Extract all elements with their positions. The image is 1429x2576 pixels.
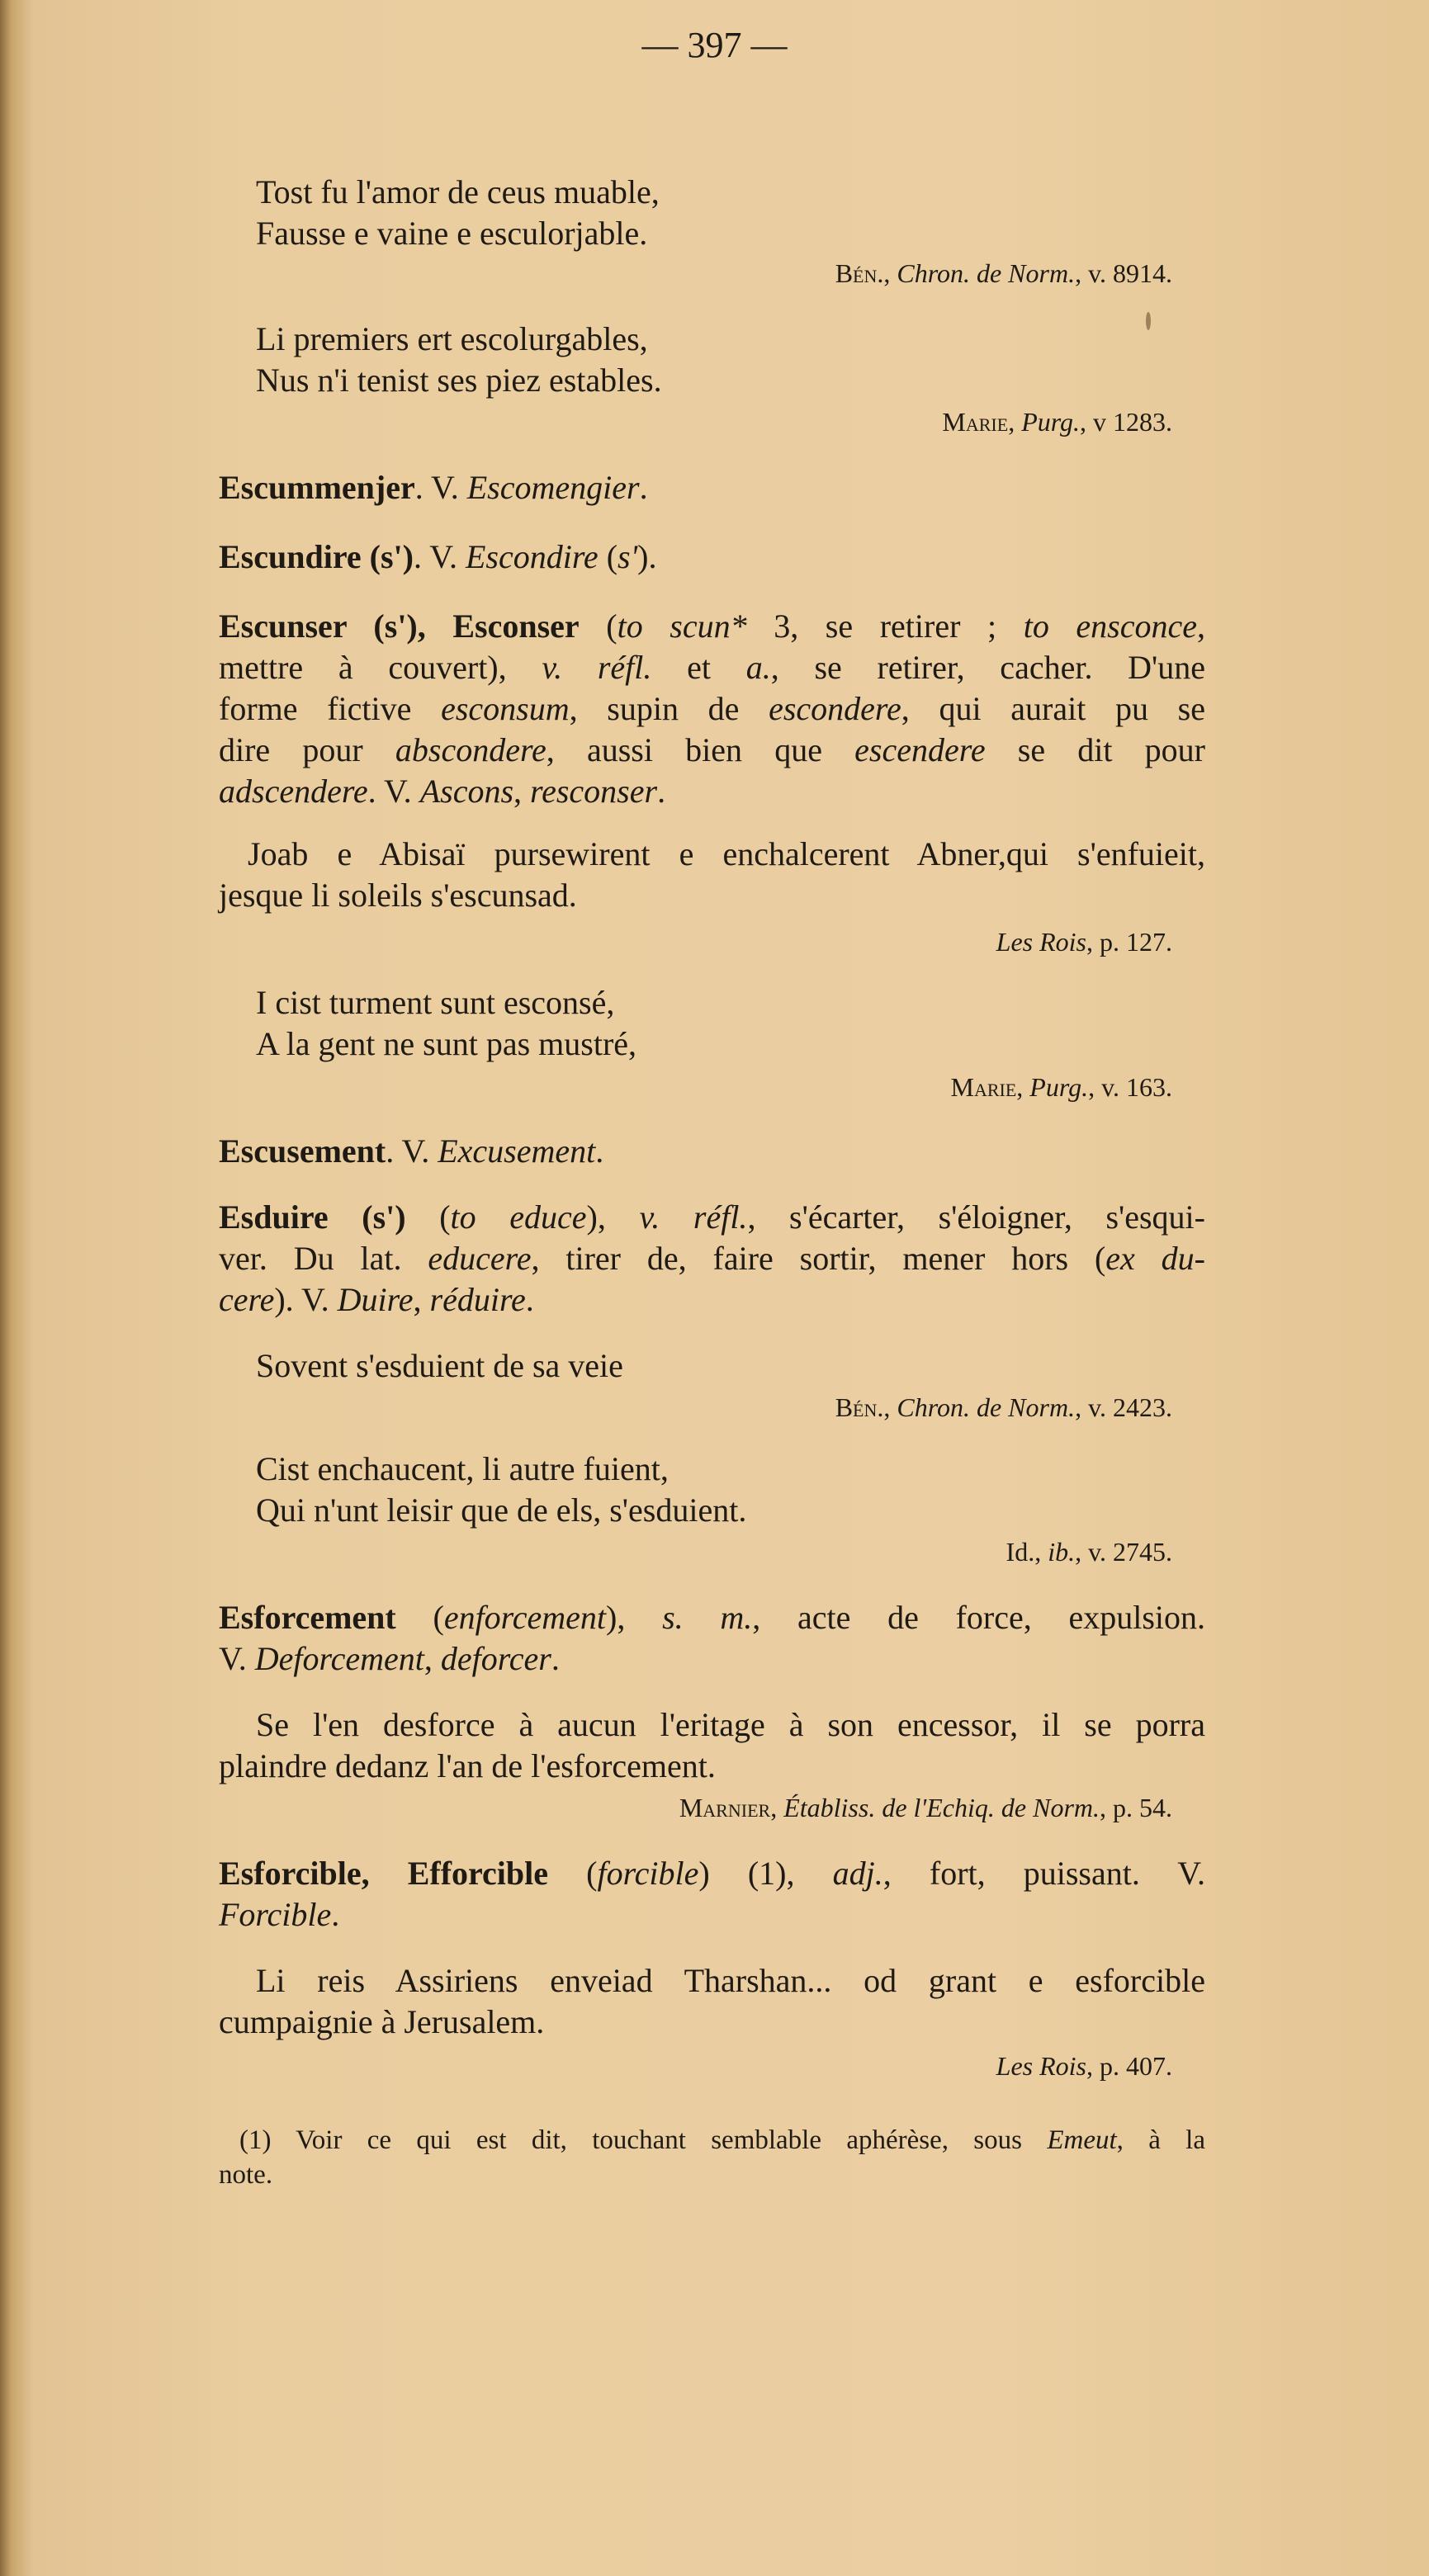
prose-quote-line xyxy=(219,2002,544,2043)
text: , tirer de, faire sortir, mener hors ( xyxy=(531,1240,1106,1277)
text: , acte de force, expulsion. xyxy=(752,1599,1206,1636)
text: ), xyxy=(606,1599,663,1636)
entry-esforcible-line xyxy=(219,1894,339,1936)
text: . xyxy=(639,469,648,506)
italic-text: Escomengier xyxy=(466,469,640,506)
author-name: Marie xyxy=(942,407,1009,437)
text: A la gent ne sunt pas mustré, xyxy=(256,1025,637,1062)
entry-escusement-line xyxy=(219,1131,603,1172)
italic-text: cere xyxy=(219,1281,275,1318)
prose-quote-line xyxy=(219,875,577,916)
headword: Esduire (s') xyxy=(219,1198,406,1236)
text: V. xyxy=(219,1640,255,1677)
italic-text: esconsum xyxy=(441,690,570,727)
text: , xyxy=(1008,407,1022,437)
text: cumpaignie à Jerusalem. xyxy=(219,2003,545,2040)
text: , xyxy=(513,773,531,810)
italic-text: to ensconce xyxy=(1023,607,1198,645)
text: , v 1283. xyxy=(1080,407,1172,437)
text: (1) Voir ce qui est dit, touchant semblable aphérèse, sous xyxy=(239,2125,1048,2155)
text: . V. xyxy=(413,538,466,575)
text: Li reis Assiriens enveiad Tharshan... od grant e esforcible xyxy=(256,1962,1205,1999)
text: 3, se retirer ; xyxy=(746,607,1024,645)
text: ( xyxy=(598,538,618,575)
italic-text: v. réfl. xyxy=(542,649,652,686)
text: ( xyxy=(579,607,617,645)
prose-quote-line xyxy=(256,1960,1205,2002)
ink-speck xyxy=(1146,312,1151,330)
text: , v. 2745. xyxy=(1075,1537,1172,1567)
verse-quote-line xyxy=(256,172,660,213)
text: , xyxy=(883,258,897,288)
headword: Escundire (s') xyxy=(219,538,414,575)
italic-text: Les Rois xyxy=(996,927,1086,957)
text: , v. 8914. xyxy=(1075,258,1172,288)
text: Qui n'unt leisir que de els, s'esduient. xyxy=(256,1491,747,1529)
text: Id., xyxy=(1006,1537,1048,1567)
italic-text: educere xyxy=(428,1240,532,1277)
text: , v. 163. xyxy=(1088,1072,1172,1102)
text: . xyxy=(657,773,666,810)
italic-text: enforcement xyxy=(443,1599,607,1636)
entry-escunser-line xyxy=(219,771,665,812)
italic-text: Forcible xyxy=(219,1896,332,1933)
text: , xyxy=(413,1281,430,1318)
text: . xyxy=(595,1132,604,1170)
italic-text: Duire xyxy=(337,1281,414,1318)
text: Se l'en desforce à aucun l'eritage à son encessor, il se porra xyxy=(256,1706,1205,1743)
verse-quote-line xyxy=(256,213,647,254)
italic-text: escondere xyxy=(769,690,901,727)
text: , xyxy=(1197,607,1206,645)
entry-esduire-line xyxy=(219,1238,1205,1279)
text: ( xyxy=(548,1855,598,1892)
italic-text: Purg. xyxy=(1021,407,1080,437)
headword: Esforcible, Efforcible xyxy=(219,1855,549,1892)
text: , p. 54. xyxy=(1100,1793,1172,1822)
entry-escunser-line xyxy=(219,606,1205,647)
text: , s'écarter, s'éloigner, s'esqui- xyxy=(747,1198,1205,1236)
italic-text: Les Rois xyxy=(996,2051,1086,2081)
text: ). xyxy=(637,538,657,575)
italic-text: to scun* xyxy=(617,607,747,645)
footnote-line xyxy=(219,2154,272,2196)
text: , xyxy=(1016,1072,1030,1102)
text: dire pour xyxy=(219,731,395,768)
text: . V. xyxy=(414,469,467,506)
italic-text: v. réfl. xyxy=(639,1198,748,1236)
text: . xyxy=(551,1640,560,1677)
verse-quote-line xyxy=(256,1023,636,1065)
text: et xyxy=(651,649,746,686)
headword: Escusement xyxy=(219,1132,386,1170)
text: , v. 2423. xyxy=(1075,1392,1172,1422)
verse-quote-line xyxy=(256,1490,746,1531)
text: ( xyxy=(395,1599,444,1636)
text: , xyxy=(423,1640,441,1677)
text: Nus n'i tenist ses piez estables. xyxy=(256,362,662,399)
entry-esforcible-line xyxy=(219,1853,1205,1894)
text: I cist turment sunt esconsé, xyxy=(256,984,615,1021)
italic-text: a. xyxy=(745,649,771,686)
text: plaindre dedanz l'an de l'esforcement. xyxy=(219,1747,716,1784)
entry-escummenjer-line xyxy=(219,467,648,508)
author-name: Bén. xyxy=(835,258,884,288)
citation-line xyxy=(0,2045,1172,2087)
verse-quote-line xyxy=(256,319,648,360)
text: ), xyxy=(586,1198,640,1236)
text: , supin de xyxy=(569,690,769,727)
citation-line xyxy=(0,401,1172,442)
italic-text: Excusement xyxy=(438,1132,596,1170)
text: note. xyxy=(219,2160,273,2190)
verse-quote-line xyxy=(256,982,614,1023)
italic-text: ex du- xyxy=(1105,1240,1206,1277)
text: ) (1), xyxy=(698,1855,833,1892)
text: ). V. xyxy=(274,1281,338,1318)
italic-text: Chron. de Norm. xyxy=(897,258,1076,288)
entry-esduire-line xyxy=(219,1279,534,1321)
italic-text: ib. xyxy=(1048,1537,1076,1567)
verse-quote-line xyxy=(256,1449,669,1490)
italic-text: adj. xyxy=(832,1855,883,1892)
text: . xyxy=(331,1896,340,1933)
entry-esforcement-line xyxy=(219,1597,1205,1638)
citation-line xyxy=(0,1531,1172,1572)
prose-quote-line xyxy=(248,834,1205,875)
text: Fausse e vaine e esculorjable. xyxy=(256,215,648,252)
text: Cist enchaucent, li autre fuient, xyxy=(256,1450,669,1487)
verse-quote-line xyxy=(256,1345,623,1387)
entry-esduire-line xyxy=(219,1197,1205,1238)
italic-text: resconser xyxy=(530,773,658,810)
italic-text: Emeut xyxy=(1047,2125,1117,2155)
italic-text: escendere xyxy=(854,731,986,768)
text: . V. xyxy=(367,773,420,810)
headword: Escummenjer xyxy=(219,469,415,506)
citation-line xyxy=(0,1387,1172,1428)
italic-text: Deforcement xyxy=(254,1640,424,1677)
italic-text: adscendere xyxy=(219,773,368,810)
text: , p. 407. xyxy=(1086,2051,1172,2081)
italic-text: Escondire xyxy=(465,538,599,575)
author-name: Bén. xyxy=(835,1392,884,1422)
italic-text: forcible xyxy=(597,1855,699,1892)
text: , fort, puissant. V. xyxy=(882,1855,1205,1892)
text: mettre à couvert), xyxy=(219,649,542,686)
italic-text: deforcer xyxy=(440,1640,551,1677)
text: ( xyxy=(405,1198,451,1236)
text: . V. xyxy=(386,1132,438,1170)
text: se dit pour xyxy=(985,731,1205,768)
author-name: Marie xyxy=(950,1072,1017,1102)
text: Li premiers ert escolurgables, xyxy=(256,320,648,357)
italic-text: abscondere xyxy=(395,731,547,768)
citation-line xyxy=(0,253,1172,294)
page-number: — 397 — xyxy=(641,25,788,65)
text: , se retirer, cacher. D'une xyxy=(770,649,1206,686)
text: jesque li soleils s'escunsad. xyxy=(219,877,577,914)
text: ver. Du lat. xyxy=(219,1240,428,1277)
italic-text: s' xyxy=(617,538,638,575)
text: , à la xyxy=(1116,2125,1205,2155)
italic-text: Ascons xyxy=(419,773,514,810)
verse-quote-line xyxy=(256,360,662,401)
entry-escunser-line xyxy=(219,688,1205,730)
entry-escunser-line xyxy=(219,730,1205,771)
text: , qui aurait pu se xyxy=(901,690,1205,727)
citation-line xyxy=(0,1787,1172,1828)
prose-quote-line xyxy=(256,1704,1205,1746)
text: Tost fu l'amor de ceus muable, xyxy=(256,173,660,210)
prose-quote-line xyxy=(219,1746,716,1787)
entry-escundire-line xyxy=(219,536,656,578)
headword: Escunser (s'), Esconser xyxy=(219,607,580,645)
italic-text: Purg. xyxy=(1029,1072,1089,1102)
citation-line xyxy=(0,1066,1172,1108)
italic-text: Chron. de Norm. xyxy=(897,1392,1076,1422)
citation-line xyxy=(0,921,1172,962)
italic-text: to educe xyxy=(450,1198,587,1236)
footnote-line xyxy=(239,2120,1205,2161)
text: , aussi bien que xyxy=(546,731,855,768)
text: forme fictive xyxy=(219,690,442,727)
text: Joab e Abisaï pursewirent e enchalcerent Abner,qui s'enfuieit, xyxy=(248,835,1205,872)
entry-esforcement-line xyxy=(219,1638,560,1680)
author-name: Marnier xyxy=(679,1793,771,1822)
entry-escunser-line xyxy=(219,647,1205,688)
italic-text: réduire xyxy=(429,1281,526,1318)
headword: Esforcement xyxy=(219,1599,396,1636)
text: , xyxy=(770,1793,784,1822)
italic-text: Établiss. de l'Echiq. de Norm. xyxy=(783,1793,1100,1822)
text: , p. 127. xyxy=(1086,927,1172,957)
italic-text: s. m. xyxy=(662,1599,753,1636)
text: . xyxy=(525,1281,534,1318)
text: , xyxy=(883,1392,897,1422)
text: Sovent s'esduient de sa veie xyxy=(256,1347,623,1384)
